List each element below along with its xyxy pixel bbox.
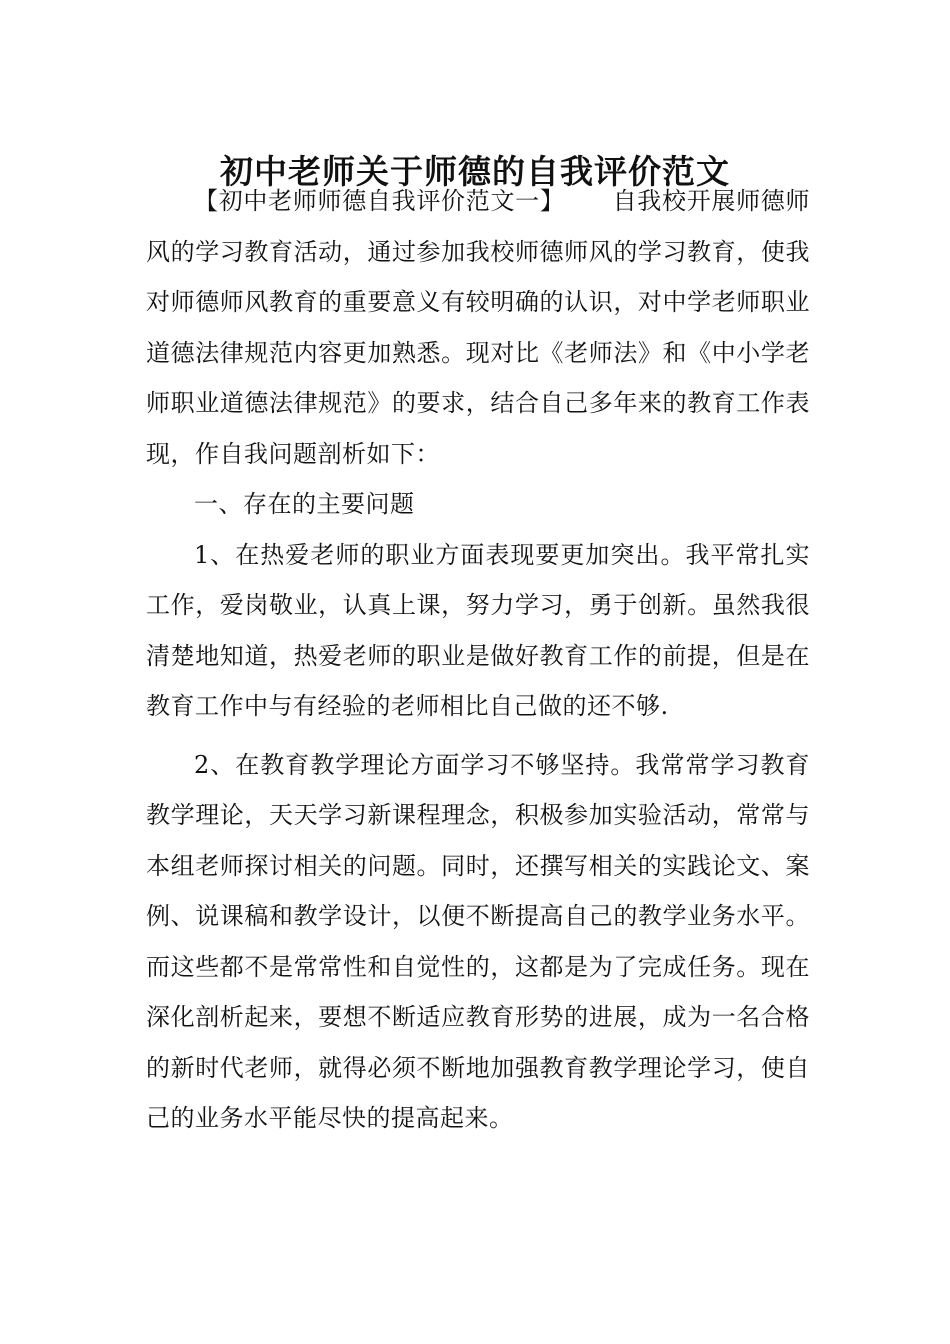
item-2-paragraph: 2、在教育教学理论方面学习不够坚持。我常常学习教育教学理论，天天学习新课程理念，积极参加实验活动，常常与本组老师探讨相关的问题。同时，还撰写相关的实践论文、案例、说课稿和教学设计，以便不断提高自己的教学业务水平。而这些都不是常常性和自觉性的，这都是为了完成任务。现在深化剖析起来，要想不断适应教育形势的进展，成为一名合格的新时代老师，就得必须不断地加强教育教学理论学习，使自己的业务水平能尽快的提高起来。 xyxy=(146,750,810,1132)
heading-main-problems: 一、存在的主要问题 xyxy=(194,490,415,518)
intro-text: 自我校开展师德师风的学习教育活动，通过参加我校师德师风的学习教育，使我对师德师风教育的重要意义有较明确的认识，对中学老师职业道德法律规范内容更加熟悉。现对比《老师法》和《中小学老师职业道德法律规范》的要求，结合自己多年来的教育工作表现，作自我问题剖析如下： xyxy=(146,187,811,468)
section-tag: 【初中老师师德自我评价范文一】 xyxy=(194,187,565,215)
intro-paragraph xyxy=(146,176,810,479)
item-1-paragraph: 1、在热爱老师的职业方面表现要更加突出。我平常扎实工作，爱岗敬业，认真上课，努力学习，勇于创新。虽然我很清楚地知道，热爱老师的职业是做好教育工作的前提，但是在教育工作中与有经验的老师相比自己做的还不够. xyxy=(146,540,810,720)
document-body xyxy=(146,176,810,1144)
document-title: 初中老师关于师德的自我评价范文 xyxy=(220,152,730,192)
